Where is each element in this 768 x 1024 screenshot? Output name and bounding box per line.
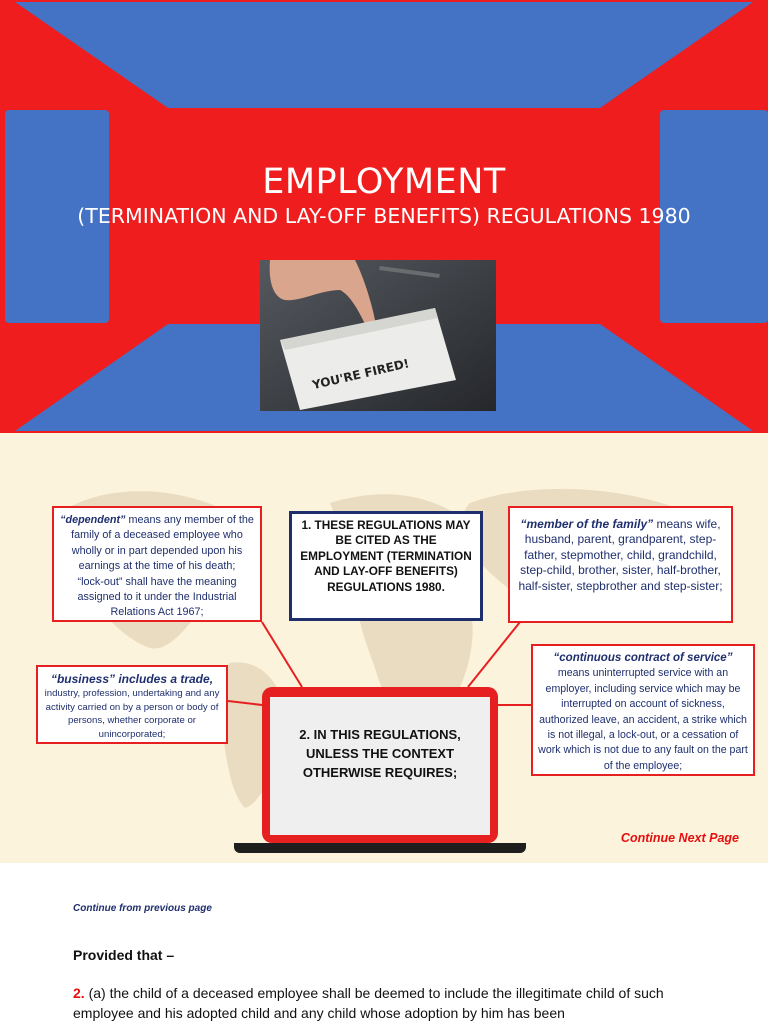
contract-term: “continuous contract of service”	[553, 652, 733, 664]
continue-from-previous-label: Continue from previous page	[73, 903, 212, 914]
clause-text: (a) the child of a deceased employee shall be deemed to include the illegitimate child of such employee and his adopted child and any child whose adoption by him has been	[73, 985, 664, 1021]
member-definition: means wife, husband, parent, grandparent, step-father, stepmother, child, grandchild, step-child, brother, sister, half-brother, half-sister, stepbrother and step-sister;	[518, 517, 723, 593]
slide-title: EMPLOYMENT	[262, 162, 506, 202]
laptop-frame	[262, 687, 498, 843]
lockout-definition: “lock-out” shall have the meaning assigned to it under the Industrial Relations Act 1967;	[77, 575, 237, 619]
photo-note-text: YOU'RE FIRED!	[310, 356, 411, 393]
continue-next-page-label: Continue Next Page	[620, 831, 739, 845]
dependent-definition: means any member of the family of a deceased employee who wholly or in part depended upon his earnings at the time of his death;	[71, 514, 254, 573]
dependent-definition-box	[52, 506, 262, 622]
business-definition-box	[36, 665, 228, 744]
title-slide	[0, 0, 768, 433]
contract-definition: means uninterrupted service with an employer, including service which may be interrupted on account of sickness, authorized leave, an accident, a strike which is not illegal, a lock-out, or a cessation of work which is not due to any fault on the part of the employee;	[538, 667, 748, 772]
text-page	[0, 863, 768, 1024]
photo-illustration	[260, 260, 496, 411]
continuous-contract-box	[531, 644, 755, 776]
clause-number: 2.	[73, 985, 85, 1001]
laptop-base	[234, 843, 526, 853]
slide-subtitle: (TERMINATION AND LAY-OFF BENEFITS) REGULATIONS 1980	[77, 204, 691, 228]
citation-box: 1. THESE REGULATIONS MAY BE CITED AS THE EMPLOYMENT (TERMINATION AND LAY-OFF BENEFITS) REGULATIONS 1980.	[289, 511, 483, 621]
provided-heading: Provided that –	[73, 947, 175, 963]
business-definition: industry, profession, undertaking and any activity carried on by a person or body of persons, whether corporate or unincorporated;	[44, 688, 220, 740]
member-term: “member of the family”	[520, 517, 654, 531]
clause-2a	[73, 983, 713, 1023]
laptop-screen	[270, 697, 490, 835]
dependent-term: “dependent”	[60, 514, 126, 526]
interpretation-text: 2. IN THIS REGULATIONS, UNLESS THE CONTEXT OTHERWISE REQUIRES;	[299, 727, 461, 780]
member-of-family-box	[508, 506, 733, 623]
business-term: “business” includes a trade,	[50, 672, 214, 686]
definitions-slide	[0, 433, 768, 863]
youre-fired-photo	[260, 260, 496, 411]
